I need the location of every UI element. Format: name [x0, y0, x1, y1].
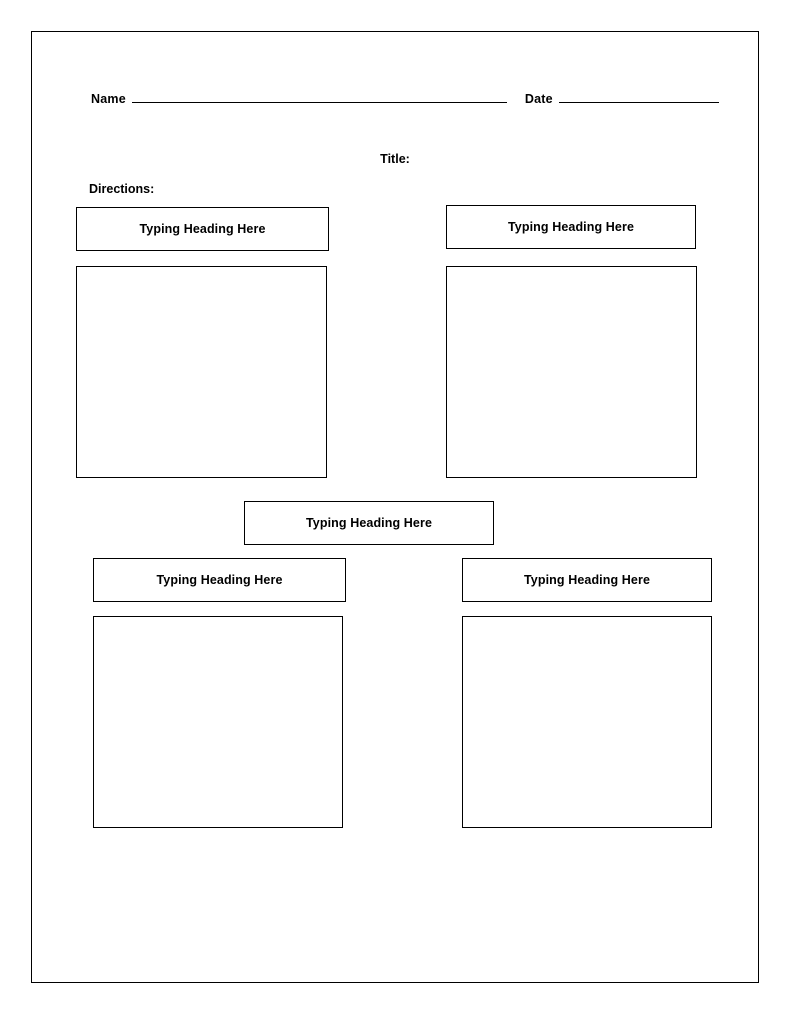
drawing-box-3[interactable]: [93, 616, 343, 828]
drawing-box-1[interactable]: [76, 266, 327, 478]
heading-box-4[interactable]: [93, 558, 346, 602]
name-label: Name: [91, 92, 126, 106]
name-write-line[interactable]: [132, 91, 507, 103]
drawing-box-4[interactable]: [462, 616, 712, 828]
heading-box-4-label: Typing Heading Here: [156, 573, 283, 587]
heading-box-2[interactable]: [446, 205, 696, 249]
heading-box-1-label: Typing Heading Here: [139, 222, 266, 236]
title-label: Title:: [380, 152, 410, 166]
heading-box-3[interactable]: [244, 501, 494, 545]
heading-box-3-label: Typing Heading Here: [306, 516, 432, 530]
worksheet-page: [31, 31, 759, 983]
drawing-box-2[interactable]: [446, 266, 697, 478]
heading-box-5[interactable]: [462, 558, 712, 602]
heading-box-5-label: Typing Heading Here: [524, 573, 650, 587]
date-label: Date: [524, 92, 553, 106]
date-write-line[interactable]: [559, 91, 719, 103]
name-date-row: [91, 91, 721, 106]
heading-box-2-label: Typing Heading Here: [508, 220, 634, 234]
directions-label: Directions:: [89, 182, 155, 196]
date-group: [525, 91, 719, 106]
heading-box-1[interactable]: [76, 207, 329, 251]
